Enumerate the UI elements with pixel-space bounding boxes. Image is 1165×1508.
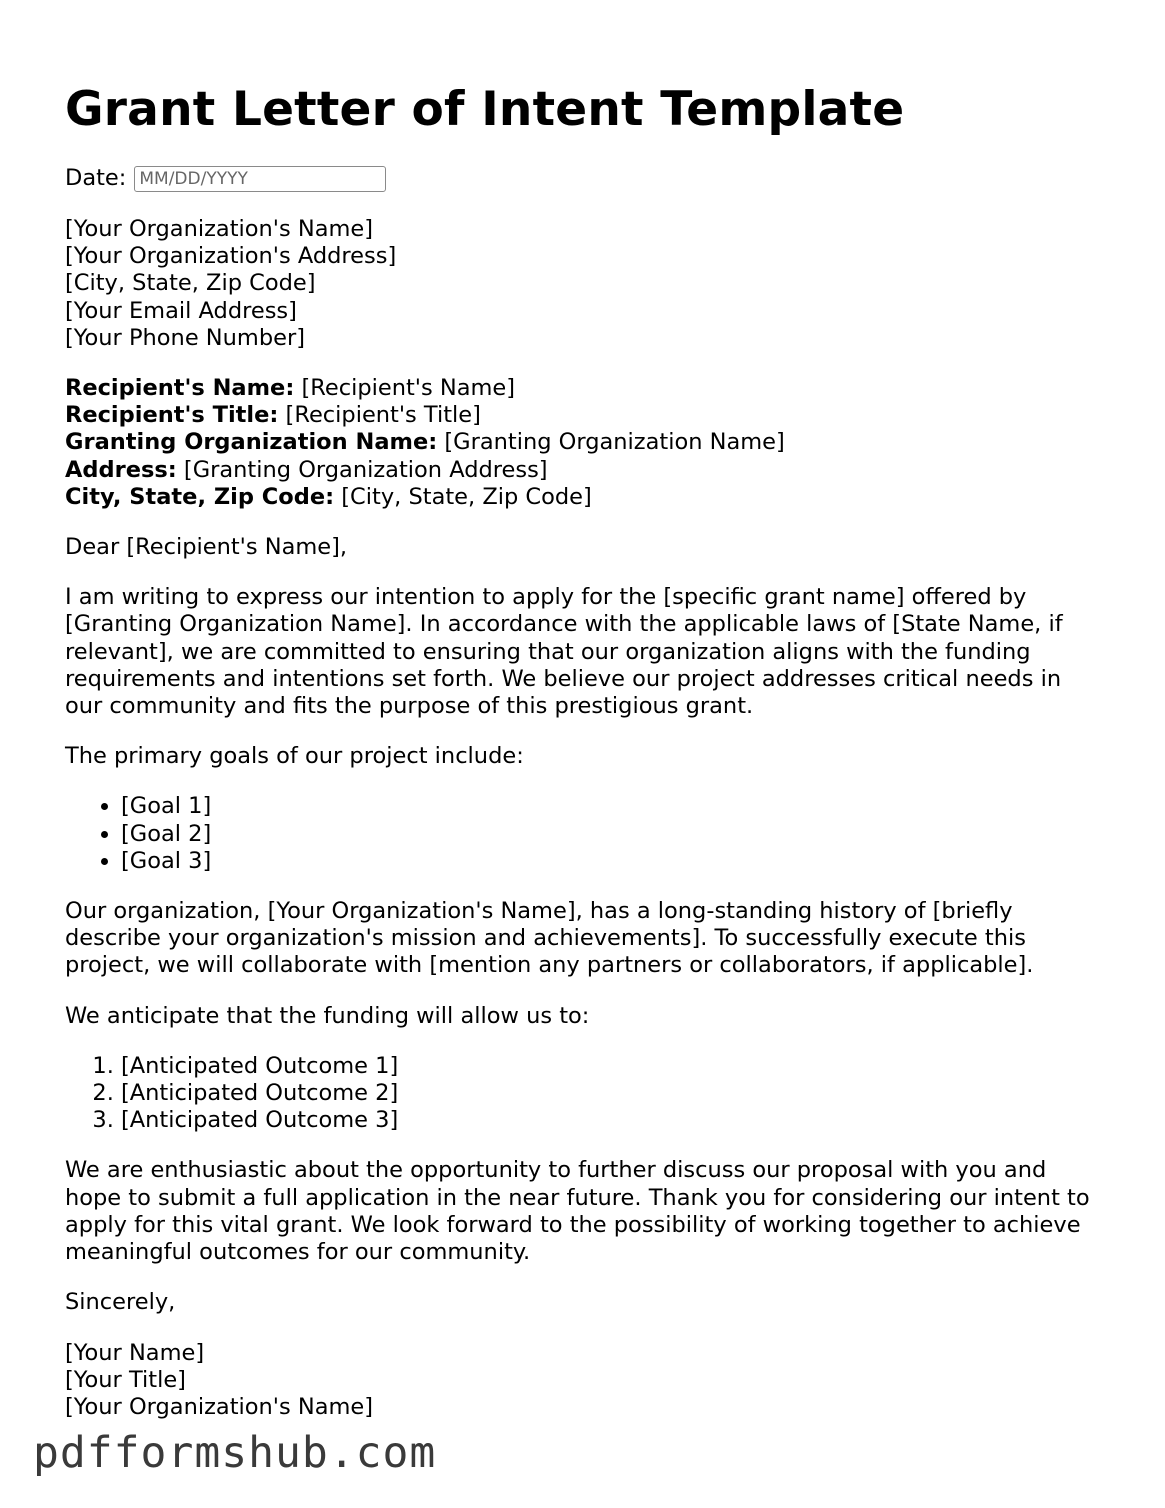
closing-paragraph [65,1157,1115,1266]
paragraph-line: our community and fits the purpose of this prestigious grant. [65,693,754,720]
paragraph-line: describe your organization's mission and achievements]. To successfully execute this [65,925,1026,952]
list-item: 1. [Anticipated Outcome 1] [121,1053,1115,1080]
granting-org-line [65,429,1115,456]
sender-line: [City, State, Zip Code] [65,270,316,297]
date-label: Date: [65,165,127,192]
sender-line: [Your Phone Number] [65,324,305,351]
recipient-label: City, State, Zip Code: [65,483,335,510]
recipient-name-line [65,375,1115,402]
paragraph-line: relevant], we are committed to ensuring that our organization aligns with the funding [65,638,1031,665]
list-item: • [Goal 3] [121,848,1115,875]
list-item: 2. [Anticipated Outcome 2] [121,1080,1115,1107]
goals-list [65,793,1115,875]
sender-line: [Your Organization's Address] [65,243,397,270]
signature-line: [Your Title] [65,1366,186,1393]
paragraph-line: Our organization, [Your Organization's Name], has a long-standing history of [briefly [65,898,1013,925]
goals-intro: The primary goals of our project include: [65,743,524,770]
recipient-value: [Granting Organization Address] [176,456,548,483]
page-title: Grant Letter of Intent Template [65,82,905,137]
letter-page [65,78,1115,1444]
sender-line: [Your Organization's Name] [65,216,374,242]
paragraph-line: I am writing to express our intention to apply for the [specific grant name] offered by [65,584,1027,611]
signature-line: [Your Organization's Name] [65,1393,374,1420]
recipient-value: [Recipient's Name] [294,375,516,402]
outcomes-list [65,1053,1115,1135]
address-line [65,457,1115,484]
outcomes-intro: We anticipate that the funding will allow us to: [65,1002,590,1029]
list-item: • [Goal 1] [121,793,1115,820]
recipient-block [65,375,1115,511]
paragraph-line: project, we will collaborate with [mention any partners or collaborators, if applicable]. [65,952,1034,979]
city-state-zip-line [65,484,1115,511]
salutation: Dear [Recipient's Name], [65,534,348,561]
date-input[interactable] [134,166,386,192]
watermark: pdfformshub.com [33,1428,437,1478]
recipient-value: [Granting Organization Name] [437,429,785,456]
signature-block [65,1340,1115,1422]
org-paragraph [65,898,1115,980]
recipient-label: Address: [65,456,177,483]
recipient-label: Recipient's Title: [65,402,279,429]
paragraph-line: [Granting Organization Name]. In accordance with the applicable laws of [State Name, if [65,611,1063,638]
sender-block [65,216,1115,352]
list-item: • [Goal 2] [121,821,1115,848]
list-item: 3. [Anticipated Outcome 3] [121,1107,1115,1134]
signoff: Sincerely, [65,1289,176,1316]
sender-line: [Your Email Address] [65,297,297,324]
date-row [65,164,1115,194]
recipient-label: Recipient's Name: [65,375,295,402]
paragraph-line: hope to submit a full application in the near future. Thank you for considering our intent to [65,1184,1090,1211]
recipient-title-line [65,402,1115,429]
paragraph-line: We are enthusiastic about the opportunity to further discuss our proposal with you and [65,1157,1047,1184]
recipient-label: Granting Organization Name: [65,429,438,456]
intro-paragraph [65,584,1115,720]
paragraph-line: requirements and intentions set forth. We believe our project addresses critical needs in [65,665,1062,692]
paragraph-line: meaningful outcomes for our community. [65,1239,531,1266]
paragraph-line: apply for this vital grant. We look forward to the possibility of working together to achieve [65,1211,1081,1238]
recipient-value: [City, State, Zip Code] [334,483,592,510]
signature-line: [Your Name] [65,1339,205,1366]
recipient-value: [Recipient's Title] [278,402,481,429]
